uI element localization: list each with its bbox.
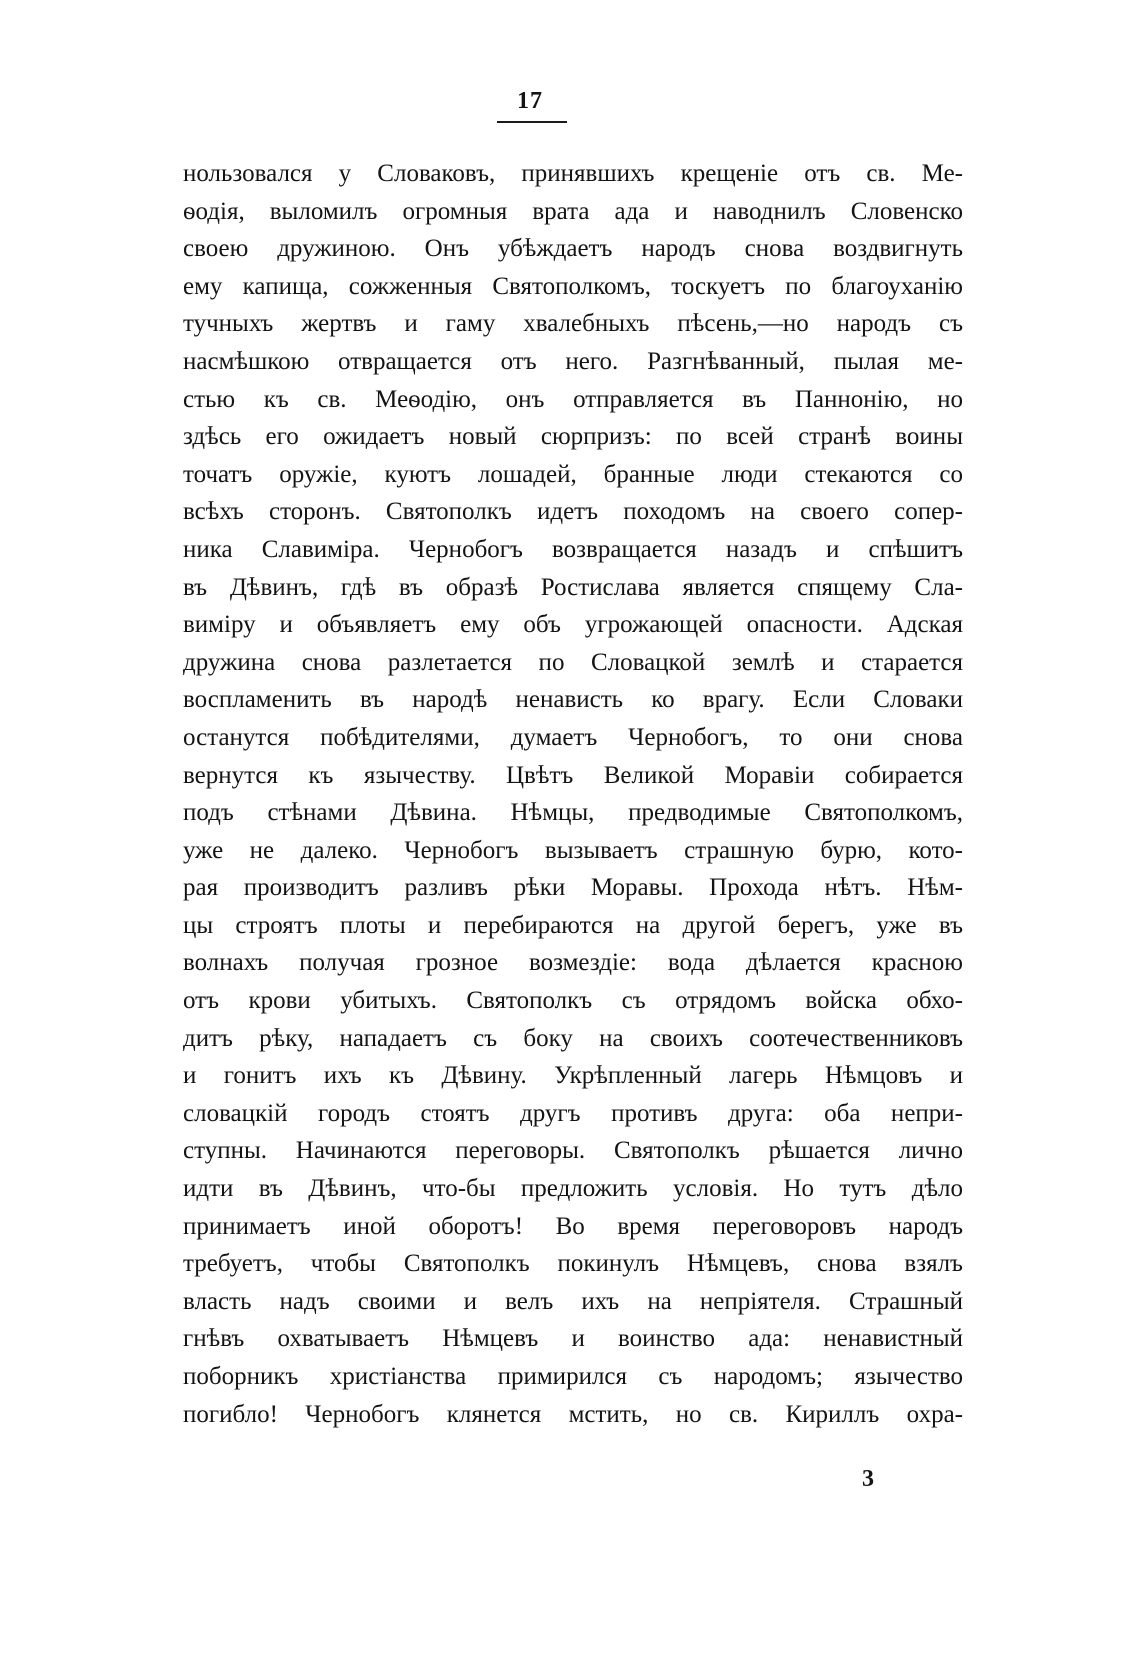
text-line: погибло! Чернобогъ клянется мстить, но св. Кириллъ охра- (183, 1400, 963, 1428)
text-line: вернутся къ язычеству. Цвѣтъ Великой Моравіи собирается (183, 761, 963, 789)
text-line: власть надъ своими и велъ ихъ на непріятеля. Страшный (183, 1287, 963, 1315)
text-line: ему капища, сожженныя Святополкомъ, тоскуетъ по благоуханію (183, 272, 963, 300)
signature-mark: 3 (862, 1466, 874, 1492)
text-line: насмѣшкою отвращается отъ него. Разгнѣванный, пылая ме- (183, 347, 963, 375)
text-line: принимаетъ иной оборотъ! Во время переговоровъ народъ (183, 1212, 963, 1240)
text-line: требуетъ, чтобы Святополкъ покинулъ Нѣмцевъ, снова взялъ (183, 1250, 963, 1278)
text-line: виміру и объявляетъ ему объ угрожающей опасности. Адская (183, 611, 963, 639)
text-line: цы строятъ плоты и перебираются на другой берегъ, уже въ (183, 911, 963, 939)
text-line: волнахъ получая грозное возмездіе: вода дѣлается красною (183, 949, 963, 977)
text-line: рая производитъ разливъ рѣки Моравы. Прохода нѣтъ. Нѣм- (183, 874, 963, 902)
body-text (183, 155, 963, 1433)
text-line: останутся побѣдителями, думаетъ Чернобогъ, то они снова (183, 723, 963, 751)
text-line: уже не далеко. Чернобогъ вызываетъ страшную бурю, кото- (183, 836, 963, 864)
text-line: въ Дѣвинъ, гдѣ въ образѣ Ростислава является спящему Сла- (183, 573, 963, 601)
text-line: тучныхъ жертвъ и гаму хвалебныхъ пѣсень,—но народъ съ (183, 310, 963, 338)
text-line: поборникъ христіанства примирился съ народомъ; язычество (183, 1363, 963, 1390)
text-line: отъ крови убитыхъ. Святополкъ съ отрядомъ войска обхо- (183, 987, 963, 1015)
text-line: ника Славиміра. Чернобогъ возвращается назадъ и спѣшитъ (183, 535, 963, 563)
text-line: гнѣвъ охватываетъ Нѣмцевъ и воинство ада: ненавистный (183, 1325, 963, 1353)
text-line: стью къ св. Меѳодію, онъ отправляется въ Паннонію, но (183, 385, 963, 413)
text-line: и гонитъ ихъ къ Дѣвину. Укрѣпленный лагерь Нѣмцовъ и (183, 1062, 963, 1090)
text-line: точатъ оружіе, куютъ лошадей, бранные люди стекаются со (183, 460, 963, 488)
text-line: нользовался у Словаковъ, принявшихъ крещеніе отъ св. Ме- (183, 160, 963, 187)
text-line: подъ стѣнами Дѣвина. Нѣмцы, предводимые Святополкомъ, (183, 799, 963, 827)
text-line: ступны. Начинаются переговоры. Святополкъ рѣшается лично (183, 1137, 963, 1165)
text-line: здѣсь его ожидаетъ новый сюрпризъ: по всей странѣ воины (183, 423, 963, 451)
text-line: словацкій городъ стоятъ другъ противъ друга: оба непри- (183, 1099, 963, 1127)
text-line: ѳодія, выломилъ огромныя врата ада и наводнилъ Словенско (183, 197, 963, 225)
text-line: дружина снова разлетается по Словацкой землѣ и старается (183, 648, 963, 676)
text-line: воспламенить въ народѣ ненависть ко врагу. Если Словаки (183, 686, 963, 714)
page-number: 17 (517, 88, 543, 114)
text-line: всѣхъ сторонъ. Святополкъ идетъ походомъ на своего сопер- (183, 498, 963, 526)
text-line: своею дружиною. Онъ убѣждаетъ народъ снова воздвигнуть (183, 235, 963, 263)
text-line: дитъ рѣку, нападаетъ съ боку на своихъ соотечественниковъ (183, 1024, 963, 1052)
page-number-rule (497, 121, 567, 123)
text-line: идти въ Дѣвинъ, что-бы предложить условія. Но тутъ дѣло (183, 1175, 963, 1203)
